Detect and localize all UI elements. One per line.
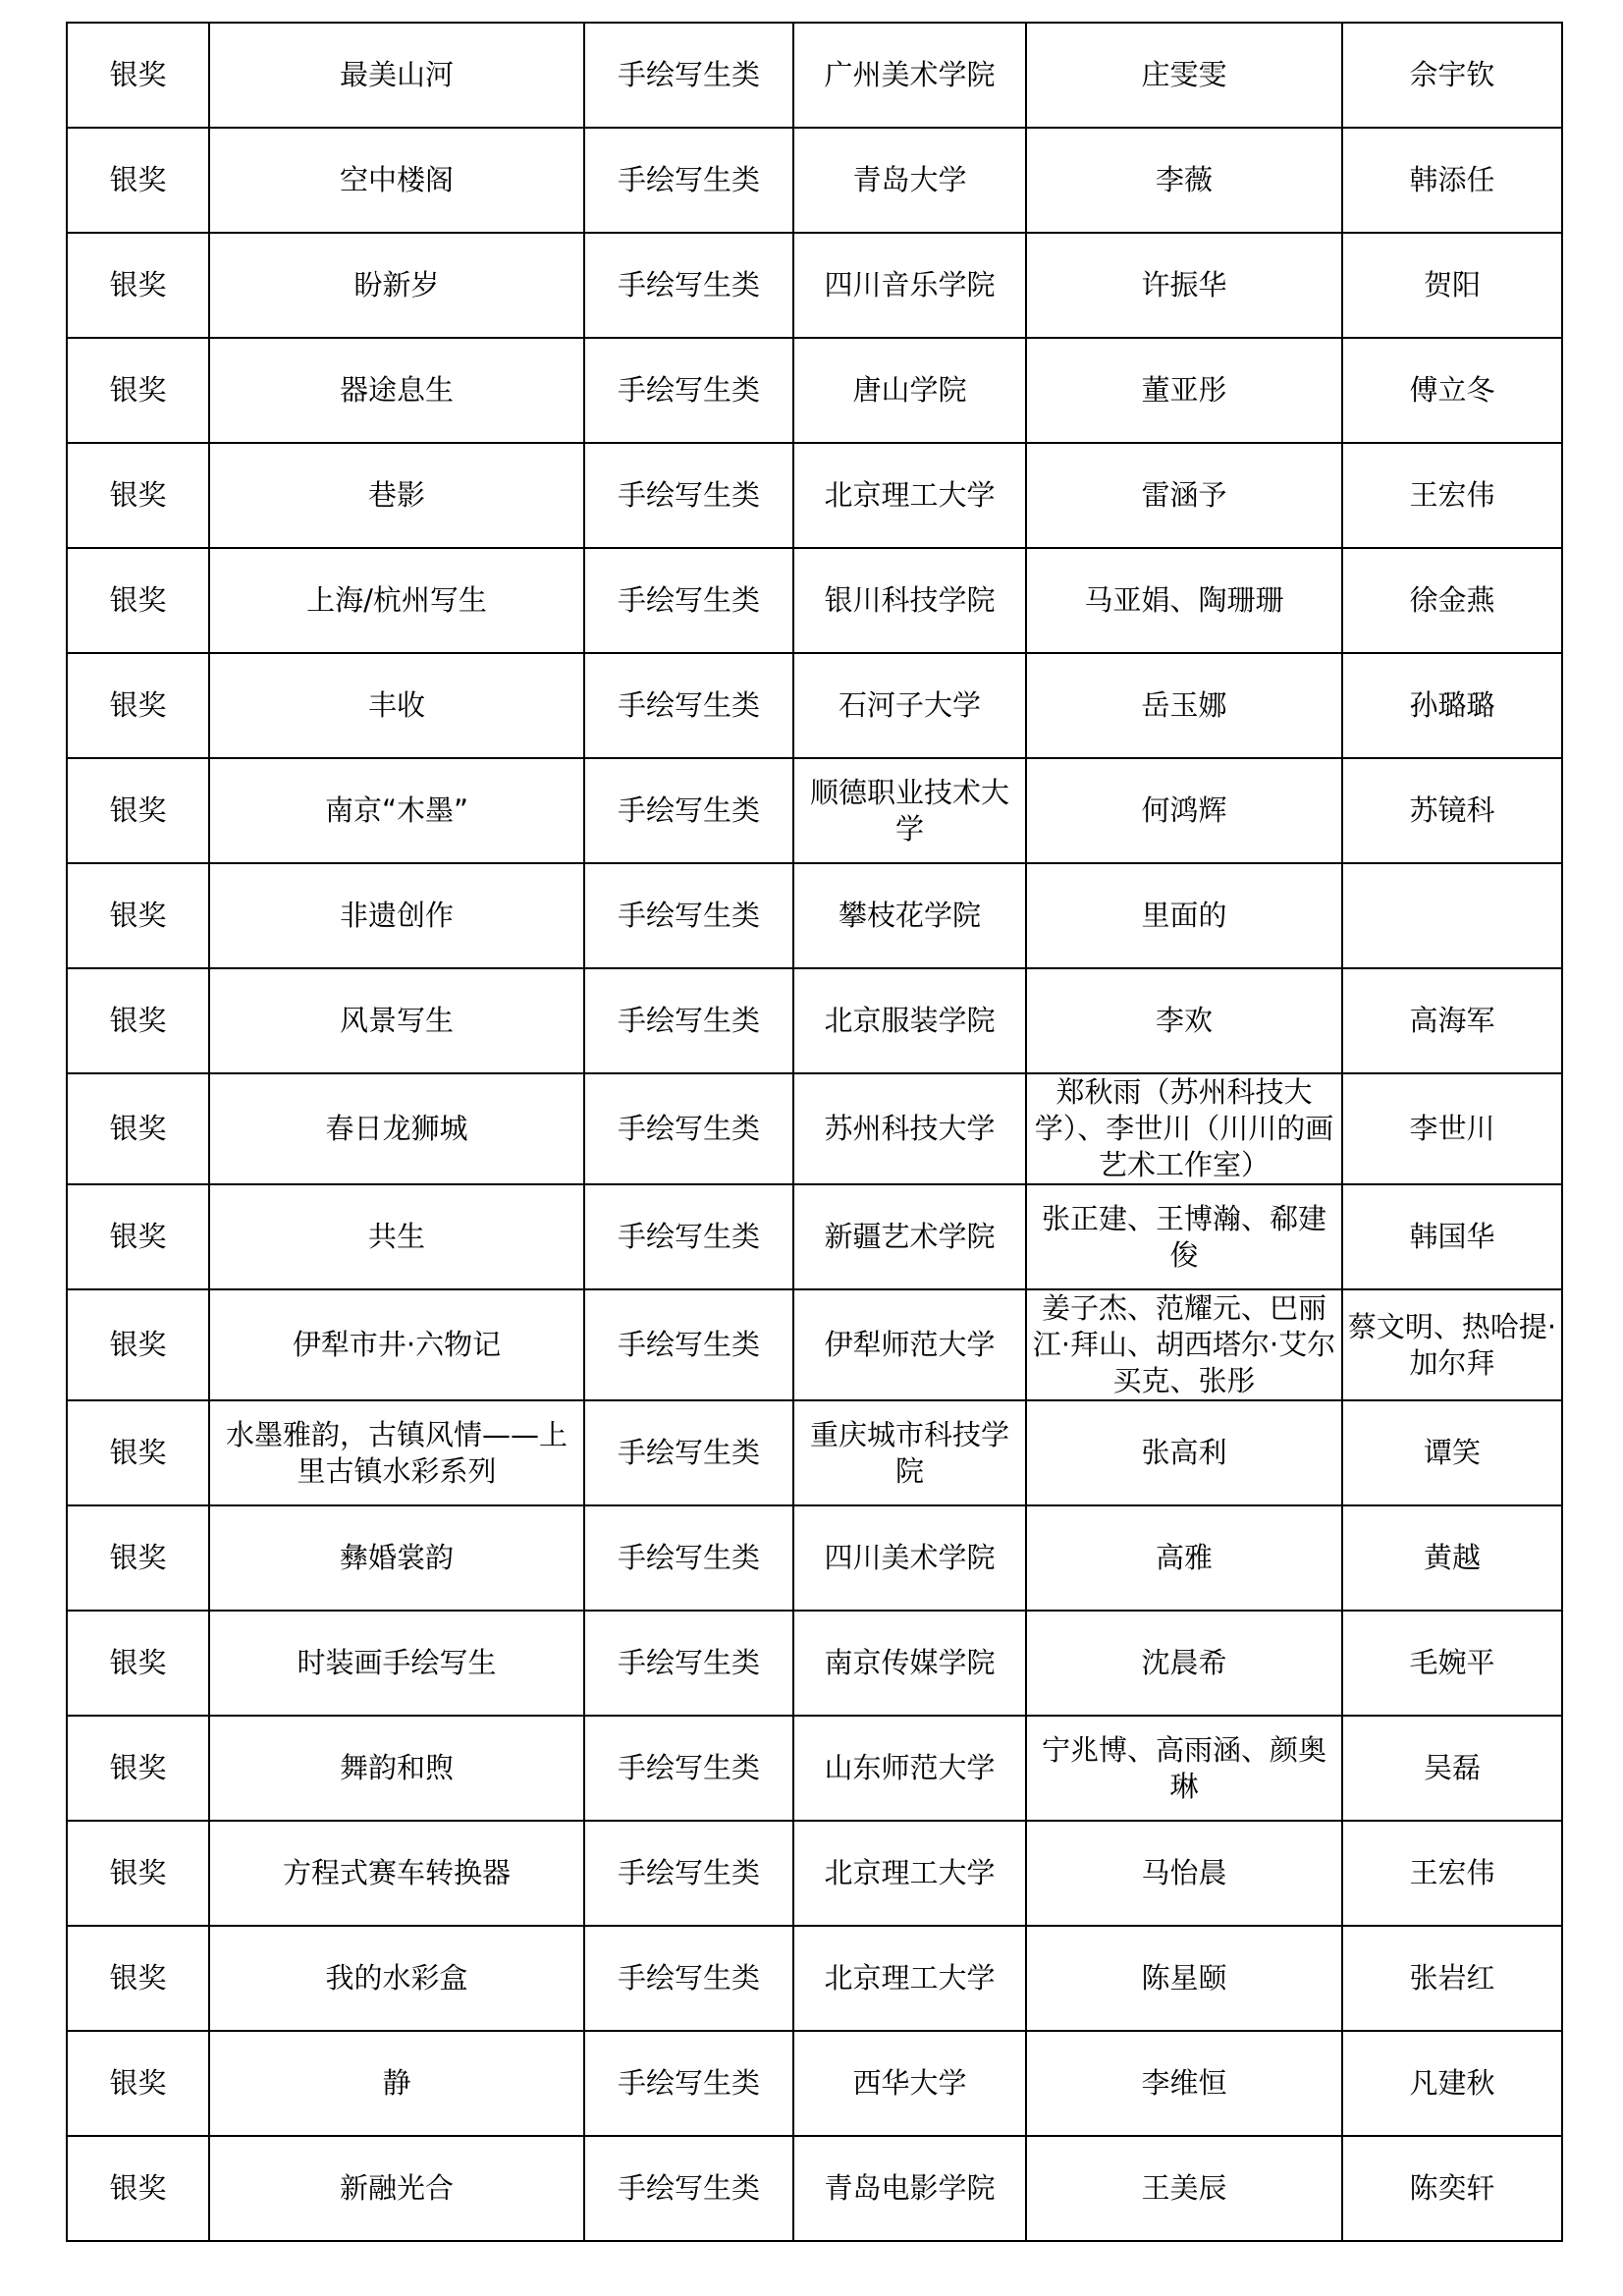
table-row: [67, 1505, 1562, 1611]
authors-cell: 郑秋雨（苏州科技大学）、李世川（川川的画艺术工作室）: [1026, 1073, 1342, 1184]
award-cell: 银奖: [67, 338, 209, 443]
title-cell: 水墨雅韵，古镇风情——上里古镇水彩系列: [209, 1400, 584, 1505]
category-cell: 手绘写生类: [584, 1611, 793, 1716]
authors-cell: 何鸿辉: [1026, 758, 1342, 863]
title-cell: 静: [209, 2031, 584, 2136]
authors-cell: 宁兆博、高雨涵、颜奥琳: [1026, 1716, 1342, 1821]
table-row: [67, 1926, 1562, 2031]
title-cell: 器途息生: [209, 338, 584, 443]
advisor-cell: 王宏伟: [1342, 443, 1562, 548]
table-row: [67, 758, 1562, 863]
award-cell: 银奖: [67, 1073, 209, 1184]
advisor-cell: 苏镜科: [1342, 758, 1562, 863]
table-row: [67, 968, 1562, 1073]
advisor-cell: 毛婉平: [1342, 1611, 1562, 1716]
category-cell: 手绘写生类: [584, 653, 793, 758]
advisor-cell: 陈奕轩: [1342, 2136, 1562, 2241]
authors-cell: 雷涵予: [1026, 443, 1342, 548]
category-cell: 手绘写生类: [584, 233, 793, 338]
table-row: [67, 1073, 1562, 1184]
advisor-cell: 高海军: [1342, 968, 1562, 1073]
award-cell: 银奖: [67, 2031, 209, 2136]
category-cell: 手绘写生类: [584, 2136, 793, 2241]
authors-cell: 姜子杰、范耀元、巴丽江·拜山、胡西塔尔·艾尔买克、张彤: [1026, 1289, 1342, 1400]
category-cell: 手绘写生类: [584, 443, 793, 548]
school-cell: 北京理工大学: [793, 1821, 1026, 1926]
school-cell: 伊犁师范大学: [793, 1289, 1026, 1400]
category-cell: 手绘写生类: [584, 1505, 793, 1611]
authors-cell: 李维恒: [1026, 2031, 1342, 2136]
advisor-cell: 蔡文明、热哈提·加尔拜: [1342, 1289, 1562, 1400]
table-row: [67, 548, 1562, 653]
advisor-cell: 谭笑: [1342, 1400, 1562, 1505]
award-cell: 银奖: [67, 1716, 209, 1821]
title-cell: 彝婚裳韵: [209, 1505, 584, 1611]
school-cell: 山东师范大学: [793, 1716, 1026, 1821]
school-cell: 攀枝花学院: [793, 863, 1026, 968]
advisor-cell: 韩添任: [1342, 128, 1562, 233]
title-cell: 南京“木墨”: [209, 758, 584, 863]
table-row: [67, 128, 1562, 233]
authors-cell: 里面的: [1026, 863, 1342, 968]
school-cell: 银川科技学院: [793, 548, 1026, 653]
school-cell: 广州美术学院: [793, 23, 1026, 128]
school-cell: 重庆城市科技学院: [793, 1400, 1026, 1505]
school-cell: 新疆艺术学院: [793, 1184, 1026, 1289]
title-cell: 方程式赛车转换器: [209, 1821, 584, 1926]
school-cell: 顺德职业技术大学: [793, 758, 1026, 863]
table-row: [67, 1821, 1562, 1926]
authors-cell: 马亚娟、陶珊珊: [1026, 548, 1342, 653]
authors-cell: 李薇: [1026, 128, 1342, 233]
category-cell: 手绘写生类: [584, 1716, 793, 1821]
school-cell: 北京理工大学: [793, 1926, 1026, 2031]
school-cell: 北京服装学院: [793, 968, 1026, 1073]
title-cell: 丰收: [209, 653, 584, 758]
award-cell: 银奖: [67, 758, 209, 863]
award-cell: 银奖: [67, 1611, 209, 1716]
category-cell: 手绘写生类: [584, 1400, 793, 1505]
advisor-cell: 凡建秋: [1342, 2031, 1562, 2136]
table-row: [67, 2031, 1562, 2136]
table-row: [67, 1611, 1562, 1716]
authors-cell: 李欢: [1026, 968, 1342, 1073]
authors-cell: 马怡晨: [1026, 1821, 1342, 1926]
award-cell: 银奖: [67, 23, 209, 128]
advisor-cell: 王宏伟: [1342, 1821, 1562, 1926]
category-cell: 手绘写生类: [584, 128, 793, 233]
title-cell: 上海/杭州写生: [209, 548, 584, 653]
title-cell: 最美山河: [209, 23, 584, 128]
award-cell: 银奖: [67, 2136, 209, 2241]
category-cell: 手绘写生类: [584, 1926, 793, 2031]
advisor-cell: 傅立冬: [1342, 338, 1562, 443]
category-cell: 手绘写生类: [584, 2031, 793, 2136]
title-cell: 共生: [209, 1184, 584, 1289]
authors-cell: 陈星颐: [1026, 1926, 1342, 2031]
award-cell: 银奖: [67, 443, 209, 548]
category-cell: 手绘写生类: [584, 1184, 793, 1289]
advisor-cell: 黄越: [1342, 1505, 1562, 1611]
table-row: [67, 2136, 1562, 2241]
award-table: [66, 22, 1563, 2242]
authors-cell: 庄雯雯: [1026, 23, 1342, 128]
advisor-cell: 韩国华: [1342, 1184, 1562, 1289]
award-cell: 银奖: [67, 968, 209, 1073]
school-cell: 苏州科技大学: [793, 1073, 1026, 1184]
table-row: [67, 338, 1562, 443]
title-cell: 春日龙狮城: [209, 1073, 584, 1184]
table-row: [67, 1184, 1562, 1289]
table-row: [67, 1716, 1562, 1821]
award-cell: 银奖: [67, 653, 209, 758]
title-cell: 盼新岁: [209, 233, 584, 338]
advisor-cell: 孙璐璐: [1342, 653, 1562, 758]
advisor-cell: 徐金燕: [1342, 548, 1562, 653]
authors-cell: 张高利: [1026, 1400, 1342, 1505]
table-row: [67, 233, 1562, 338]
category-cell: 手绘写生类: [584, 863, 793, 968]
category-cell: 手绘写生类: [584, 1073, 793, 1184]
category-cell: 手绘写生类: [584, 548, 793, 653]
school-cell: 青岛大学: [793, 128, 1026, 233]
category-cell: 手绘写生类: [584, 968, 793, 1073]
table-row: [67, 863, 1562, 968]
title-cell: 我的水彩盒: [209, 1926, 584, 2031]
table-row: [67, 653, 1562, 758]
school-cell: 唐山学院: [793, 338, 1026, 443]
authors-cell: 董亚彤: [1026, 338, 1342, 443]
award-cell: 银奖: [67, 1505, 209, 1611]
authors-cell: 岳玉娜: [1026, 653, 1342, 758]
table-body: [67, 23, 1562, 2241]
school-cell: 四川音乐学院: [793, 233, 1026, 338]
authors-cell: 高雅: [1026, 1505, 1342, 1611]
category-cell: 手绘写生类: [584, 338, 793, 443]
title-cell: 新融光合: [209, 2136, 584, 2241]
award-cell: 银奖: [67, 863, 209, 968]
award-cell: 银奖: [67, 1821, 209, 1926]
school-cell: 西华大学: [793, 2031, 1026, 2136]
award-cell: 银奖: [67, 1289, 209, 1400]
advisor-cell: [1342, 863, 1562, 968]
table-row: [67, 443, 1562, 548]
advisor-cell: 佘宇钦: [1342, 23, 1562, 128]
school-cell: 青岛电影学院: [793, 2136, 1026, 2241]
award-cell: 银奖: [67, 548, 209, 653]
category-cell: 手绘写生类: [584, 1821, 793, 1926]
advisor-cell: 张岩红: [1342, 1926, 1562, 2031]
authors-cell: 许振华: [1026, 233, 1342, 338]
award-cell: 银奖: [67, 1926, 209, 2031]
school-cell: 石河子大学: [793, 653, 1026, 758]
category-cell: 手绘写生类: [584, 1289, 793, 1400]
category-cell: 手绘写生类: [584, 23, 793, 128]
title-cell: 时装画手绘写生: [209, 1611, 584, 1716]
title-cell: 非遗创作: [209, 863, 584, 968]
advisor-cell: 李世川: [1342, 1073, 1562, 1184]
table-row: [67, 1289, 1562, 1400]
title-cell: 风景写生: [209, 968, 584, 1073]
school-cell: 四川美术学院: [793, 1505, 1026, 1611]
authors-cell: 沈晨希: [1026, 1611, 1342, 1716]
title-cell: 空中楼阁: [209, 128, 584, 233]
school-cell: 南京传媒学院: [793, 1611, 1026, 1716]
advisor-cell: 贺阳: [1342, 233, 1562, 338]
award-cell: 银奖: [67, 128, 209, 233]
award-cell: 银奖: [67, 1400, 209, 1505]
title-cell: 伊犁市井·六物记: [209, 1289, 584, 1400]
authors-cell: 张正建、王博瀚、郗建俊: [1026, 1184, 1342, 1289]
title-cell: 巷影: [209, 443, 584, 548]
title-cell: 舞韵和煦: [209, 1716, 584, 1821]
category-cell: 手绘写生类: [584, 758, 793, 863]
authors-cell: 王美辰: [1026, 2136, 1342, 2241]
table-row: [67, 1400, 1562, 1505]
advisor-cell: 吴磊: [1342, 1716, 1562, 1821]
school-cell: 北京理工大学: [793, 443, 1026, 548]
award-cell: 银奖: [67, 233, 209, 338]
table-row: [67, 23, 1562, 128]
award-cell: 银奖: [67, 1184, 209, 1289]
